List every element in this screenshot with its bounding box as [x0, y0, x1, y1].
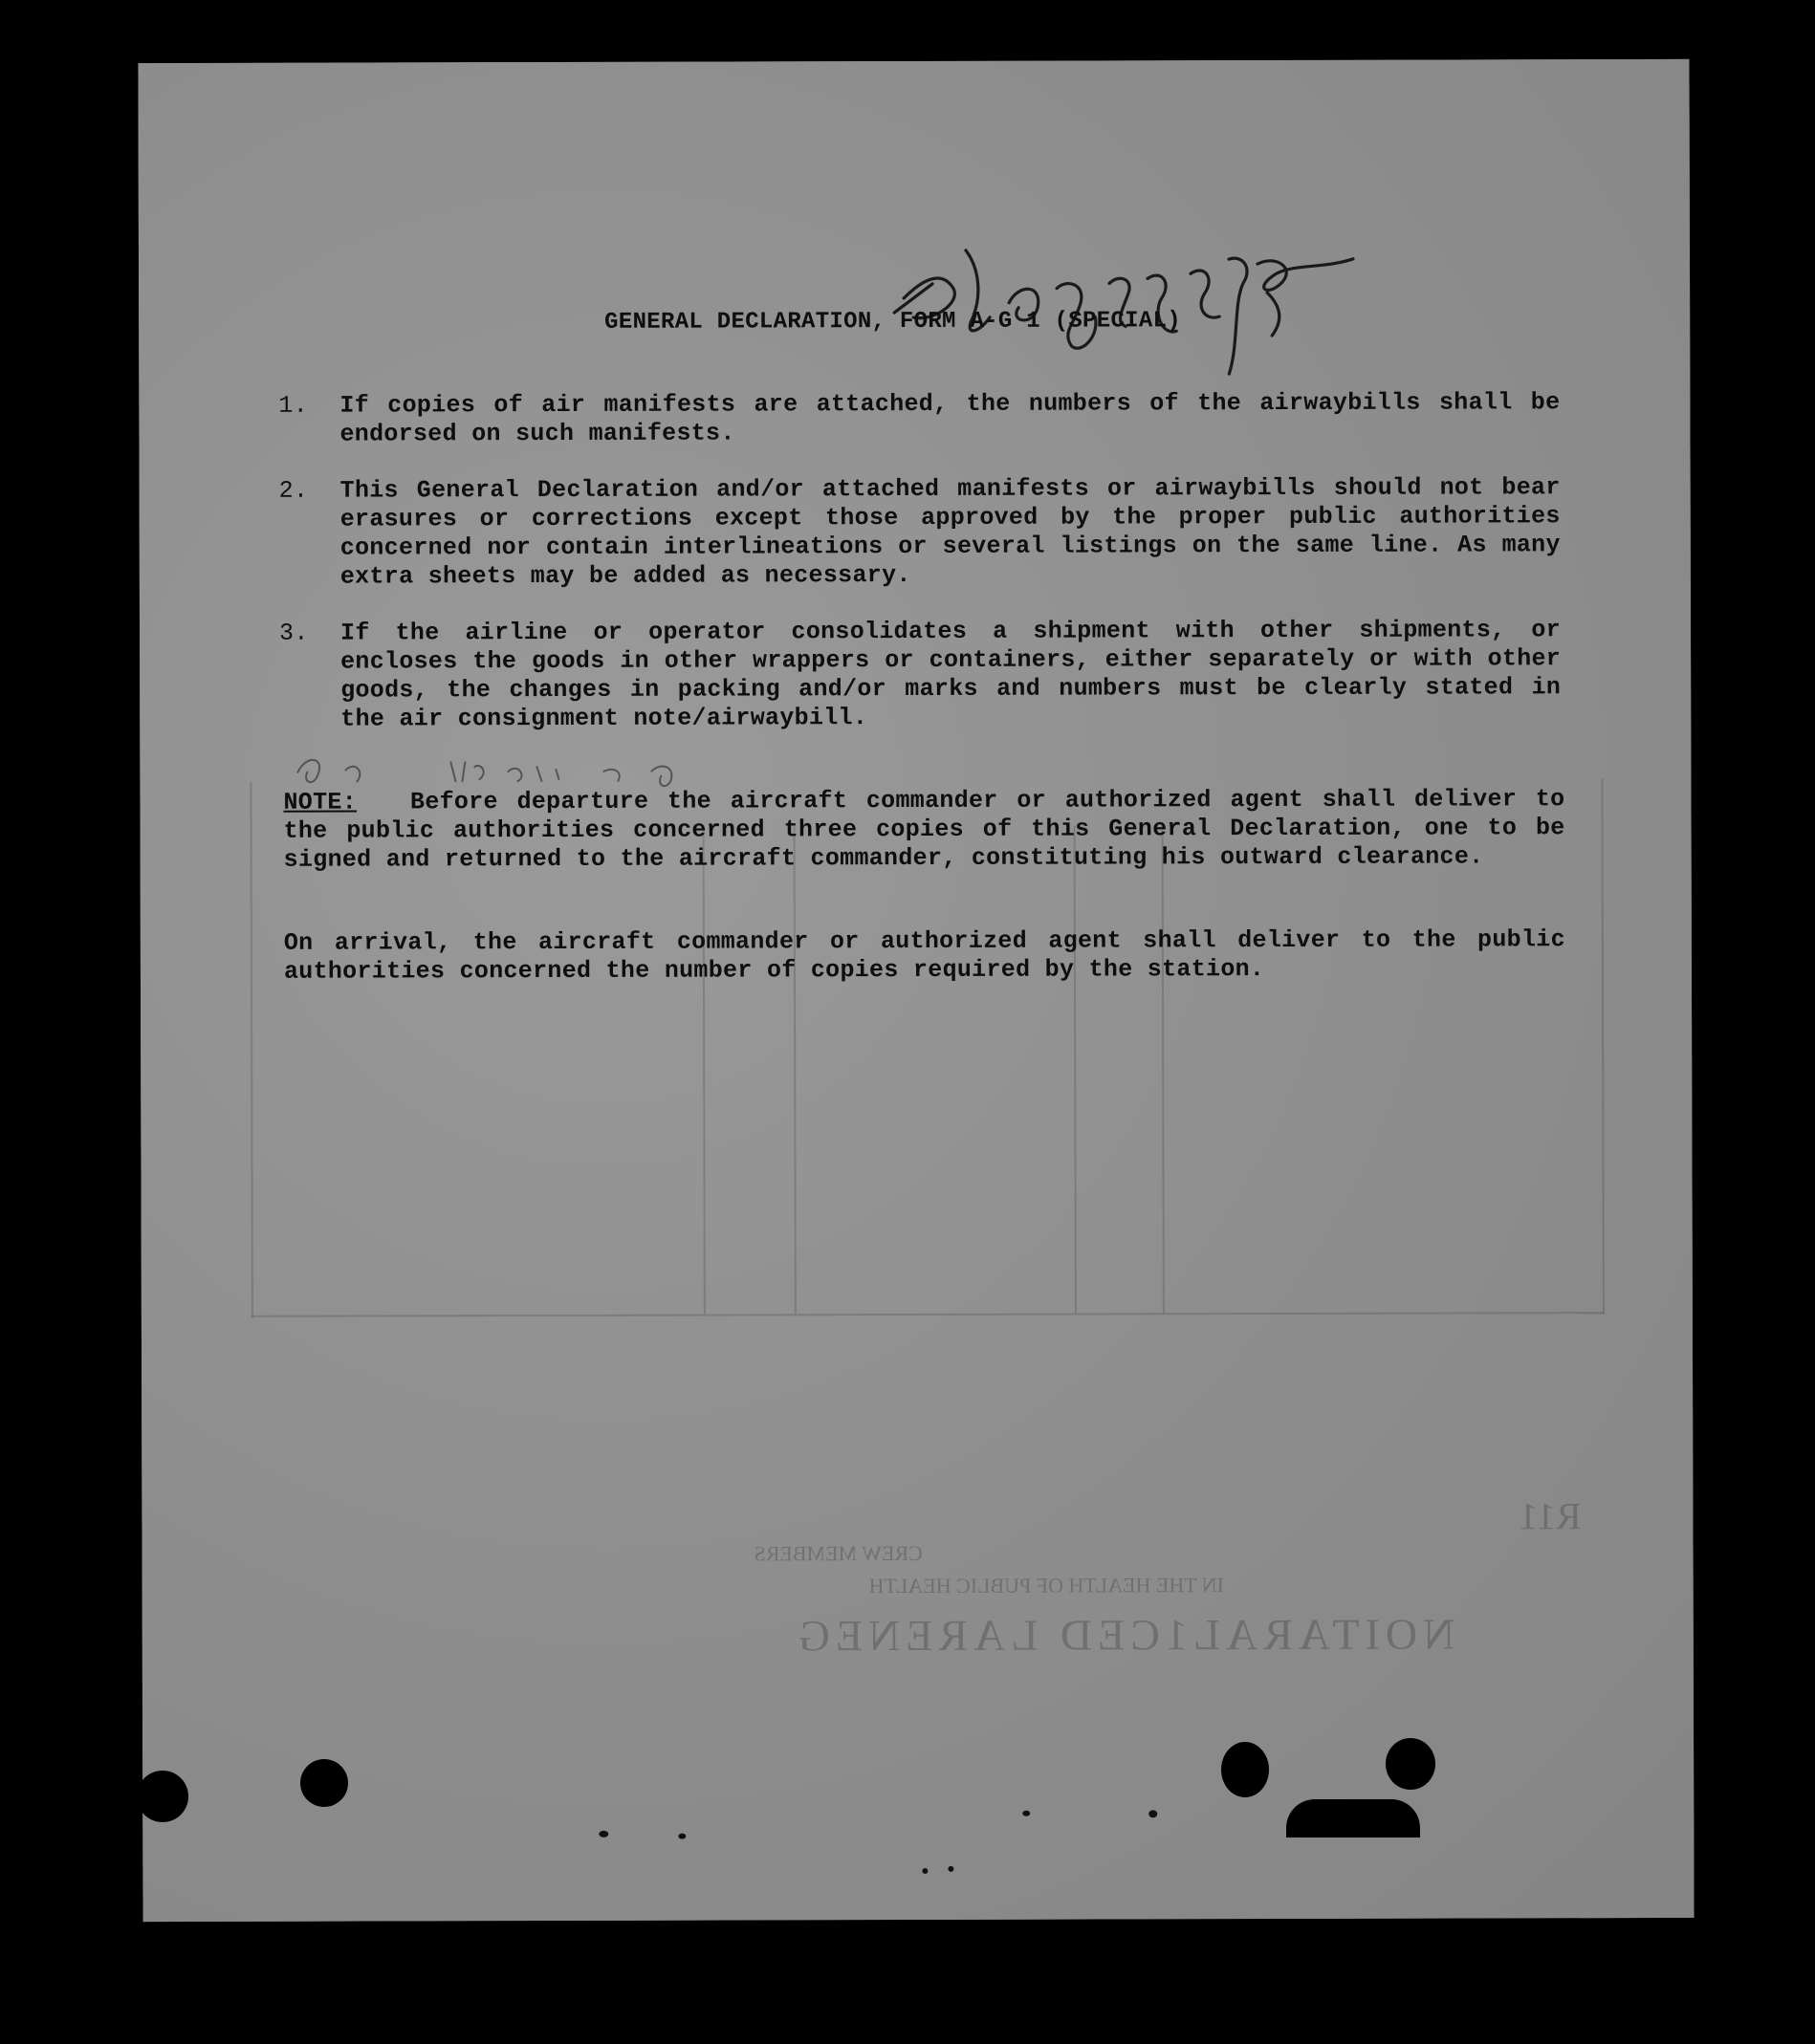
punch-hole [137, 1771, 188, 1822]
instruction-item [278, 388, 1560, 449]
bleed-line [1162, 825, 1165, 1313]
torn-edge [1286, 1799, 1420, 1837]
bleed-line [794, 826, 797, 1314]
item-number: 2. [278, 476, 309, 505]
item-text: This General Declaration and/or attached manifests or airwaybills should not bear erasures or corrections except those approved by the proper public authorities concerned nor contain interlineations or several listings on the same line. As many extra sheets may be added as necessary. [339, 473, 1561, 591]
bleed-through-code: R11 [1519, 1494, 1582, 1538]
punch-hole [1386, 1738, 1435, 1790]
punch-hole [1221, 1742, 1269, 1797]
instruction-item [279, 616, 1561, 734]
bleed-through-heading: NOITARAL1CED LARENEG [792, 1609, 1455, 1661]
item-text: If the airline or operator consolidates a shipment with other shipments, or encloses the goods in other wrappers or containers, either separately or with other goods, the changes in packing and/or marks and numbers must be clearly stated in the air consignment note/airwaybill. [339, 616, 1562, 733]
arrival-paragraph: On arrival, the aircraft commander or authorized agent shall deliver to the public authorities concerned the number of copies required by the station. [283, 925, 1565, 986]
speck [922, 1868, 928, 1874]
bleed-line [1601, 778, 1604, 1314]
form-title: GENERAL DECLARATION, FORM A-G 1 (SPECIAL) [604, 308, 1181, 336]
bleed-line [703, 827, 706, 1315]
speck [678, 1834, 686, 1839]
instruction-item [279, 473, 1561, 592]
bleed-line [1074, 826, 1077, 1314]
item-number: 1. [278, 391, 309, 420]
bleed-through-line: CREW MEMBERS [754, 1540, 923, 1566]
speck [1022, 1811, 1030, 1816]
bleed-through-line: IN THE HEALTH OF PUBLIC HEALTH [868, 1573, 1225, 1598]
note-text: Before departure the aircraft commander or authorized agent shall deliver to the public authorities concerned three copies of this General Declaration, one to be signed and returned to the aircraft commander, constituting his outward clearance. [283, 785, 1565, 874]
item-number: 3. [278, 619, 309, 647]
bleed-line [251, 1312, 1605, 1317]
speck [1148, 1810, 1157, 1817]
item-text: If copies of air manifests are attached, the numbers of the airwaybills shall be endorsed on such manifests. [339, 388, 1561, 448]
punch-hole [300, 1759, 348, 1807]
note-paragraph [283, 785, 1564, 875]
speck [599, 1831, 608, 1837]
speck [948, 1866, 953, 1872]
bleed-line [250, 782, 252, 1317]
document-page [138, 59, 1694, 1922]
note-label: NOTE: [283, 788, 358, 816]
